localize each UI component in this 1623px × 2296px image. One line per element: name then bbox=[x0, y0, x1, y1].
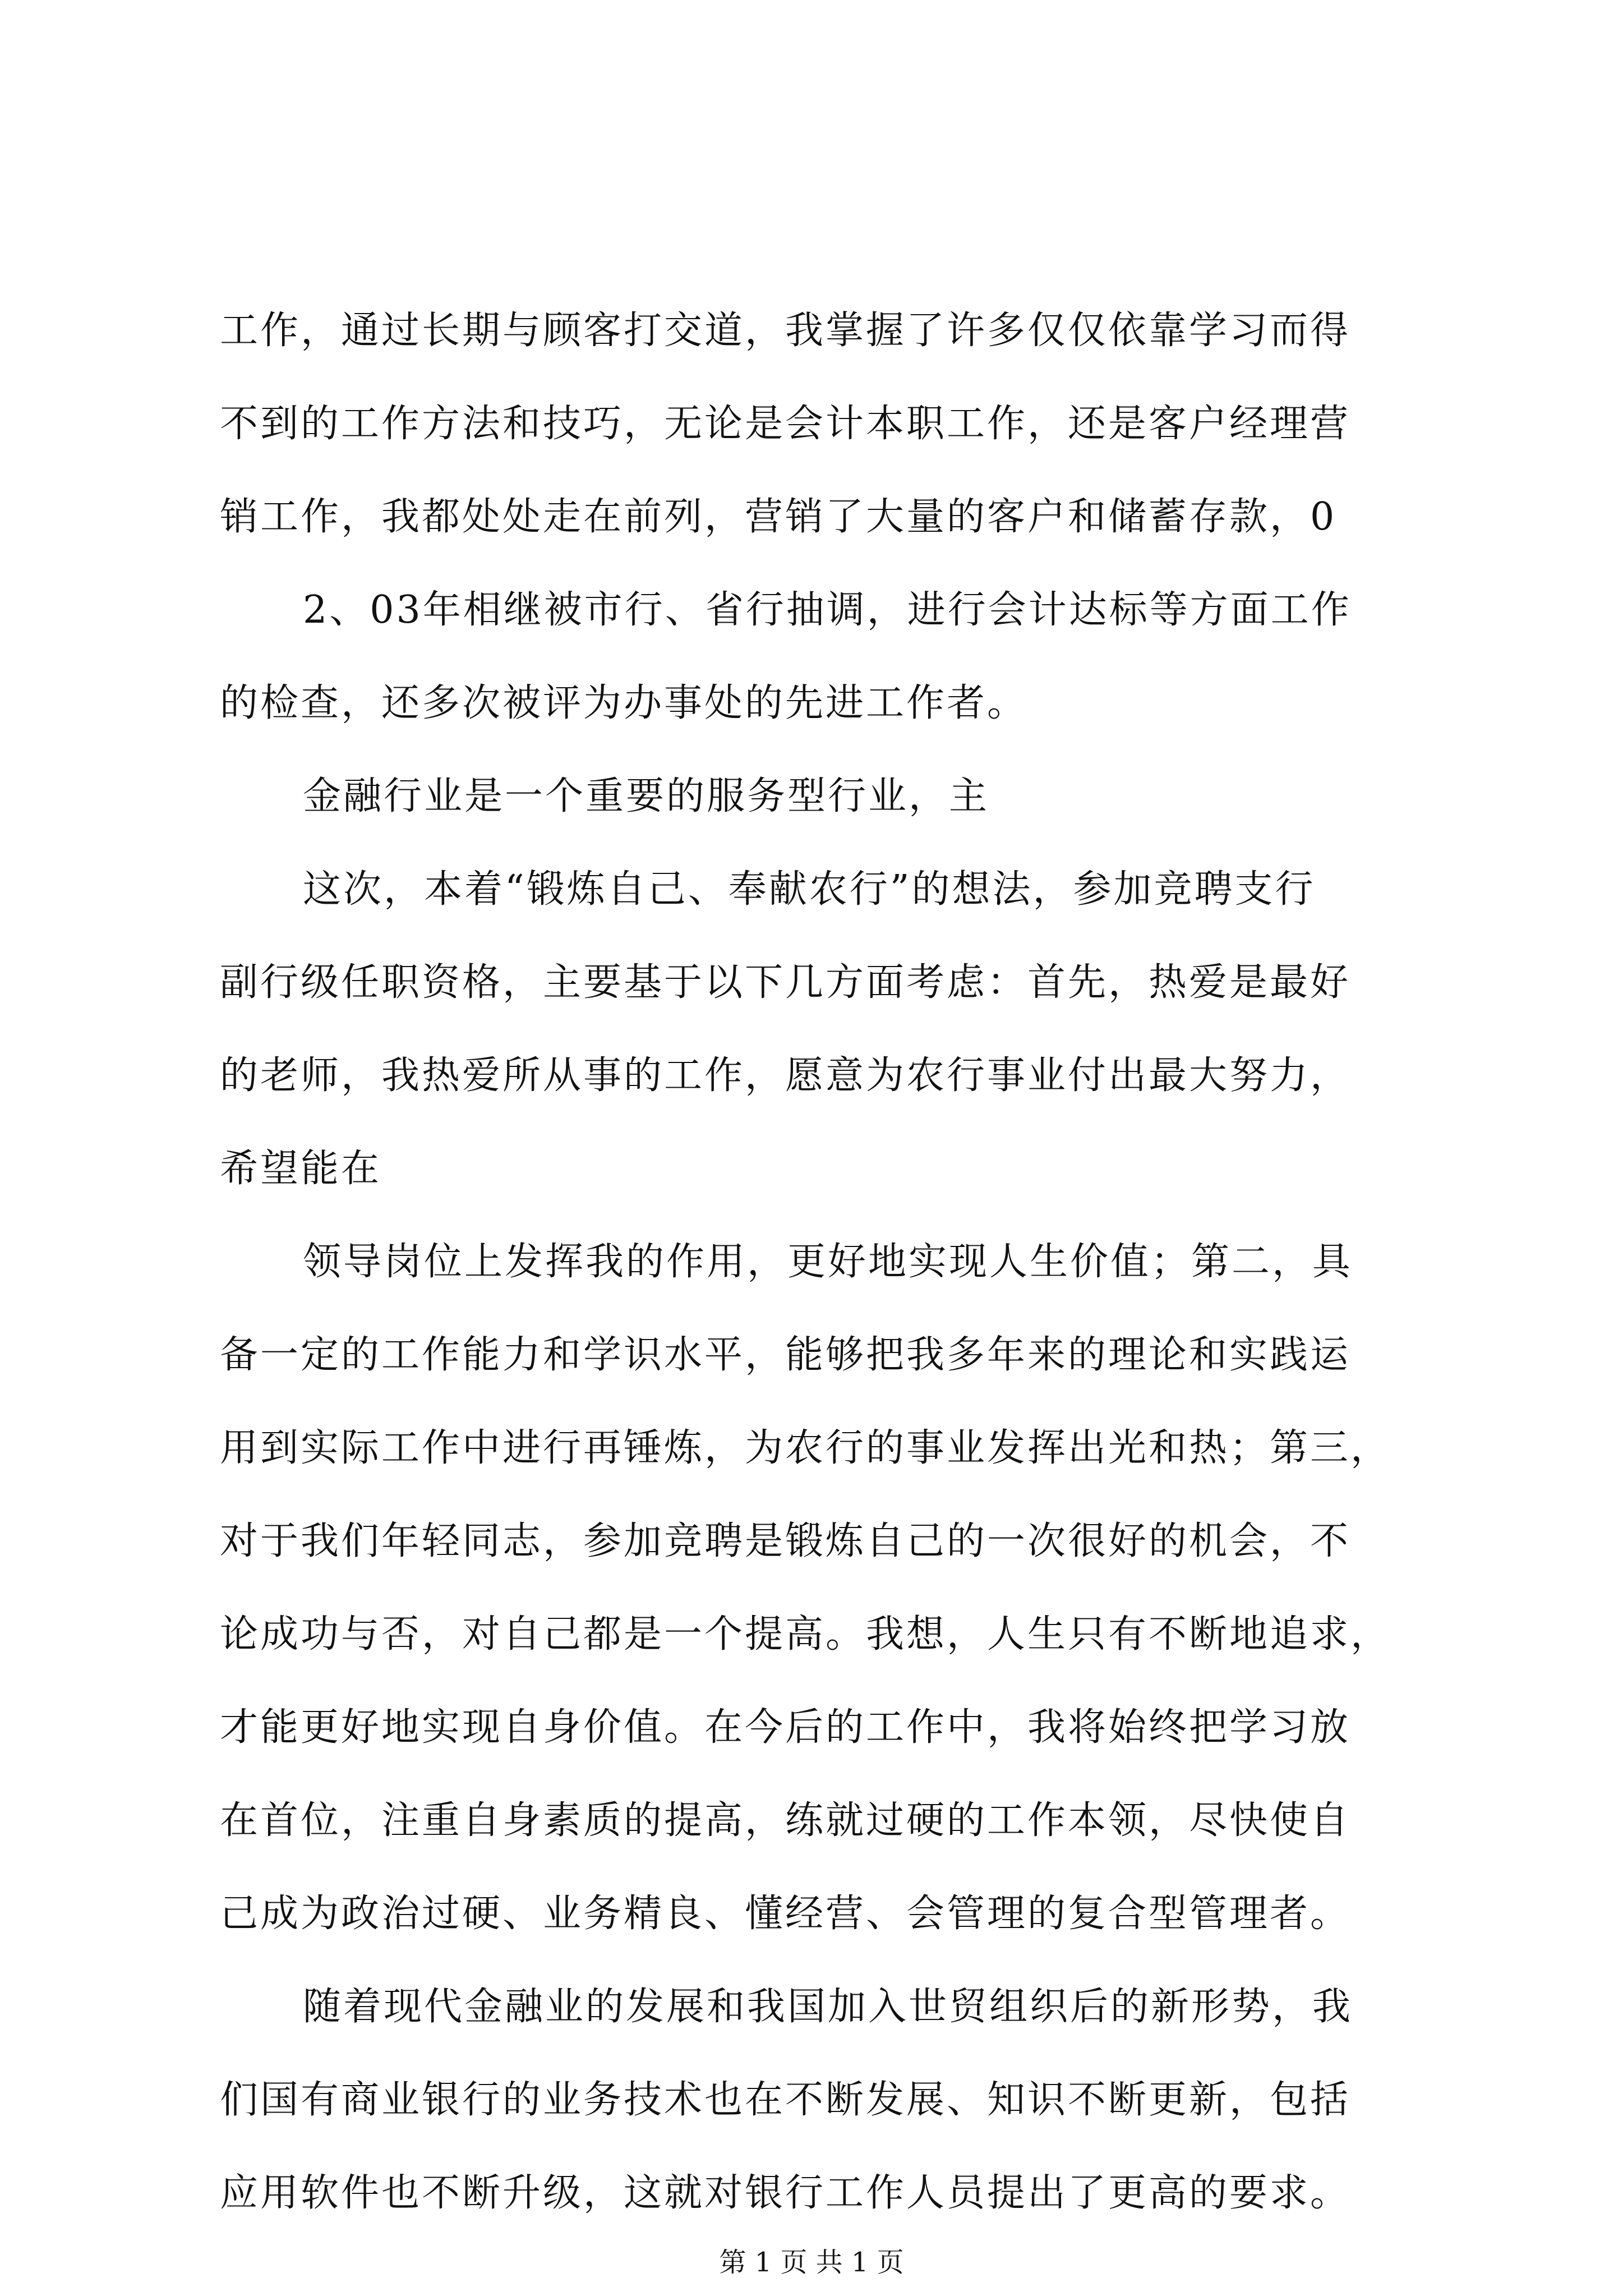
body-line: 随着现代金融业的发展和我国加入世贸组织后的新形势，我 bbox=[303, 1985, 1353, 2029]
body-line: 们国有商业银行的业务技术也在不断发展、知识不断更新，包括 bbox=[220, 2078, 1351, 2122]
body-line: 的检查，还多次被评为办事处的先进工作者。 bbox=[220, 681, 1028, 725]
body-line: 工作，通过长期与顾客打交道，我掌握了许多仅仅依靠学习而得 bbox=[220, 309, 1351, 353]
body-line: 这次，本着“锻炼自己、奉献农行”的想法，参加竞聘支行 bbox=[303, 867, 1316, 912]
body-line: 销工作，我都处处走在前列，营销了大量的客户和储蓄存款，0 bbox=[220, 495, 1337, 539]
body-line: 副行级任职资格，主要基于以下几方面考虑：首先，热爱是最好 bbox=[220, 960, 1351, 1005]
body-line: 2、03年相继被市行、省行抽调，进行会计达标等方面工作 bbox=[303, 588, 1352, 632]
body-line: 论成功与否，对自己都是一个提高。我想，人生只有不断地追求， bbox=[220, 1612, 1391, 1657]
body-line: 应用软件也不断升级，这就对银行工作人员提出了更高的要求。 bbox=[220, 2171, 1351, 2215]
body-line: 备一定的工作能力和学识水平，能够把我多年来的理论和实践运 bbox=[220, 1333, 1351, 1377]
body-line: 对于我们年轻同志，参加竞聘是锻炼自己的一次很好的机会，不 bbox=[220, 1519, 1351, 1563]
body-line: 用到实际工作中进行再锤炼，为农行的事业发挥出光和热；第三， bbox=[220, 1426, 1391, 1470]
body-line: 的老师，我热爱所从事的工作，愿意为农行事业付出最大努力， bbox=[220, 1053, 1351, 1098]
page-number-label: 第 1 页 共 1 页 bbox=[719, 2247, 904, 2278]
body-line: 不到的工作方法和技巧，无论是会计本职工作，还是客户经理营 bbox=[220, 402, 1351, 446]
body-line: 才能更好地实现自身价值。在今后的工作中，我将始终把学习放 bbox=[220, 1705, 1351, 1750]
body-line: 金融行业是一个重要的服务型行业，主 bbox=[303, 774, 990, 818]
body-line: 在首位，注重自身素质的提高，练就过硬的工作本领，尽快使自 bbox=[220, 1798, 1351, 1843]
body-line: 己成为政治过硬、业务精良、懂经营、会管理的复合型管理者。 bbox=[220, 1892, 1351, 1936]
body-line: 领导岗位上发挥我的作用，更好地实现人生价值；第二，具 bbox=[303, 1240, 1353, 1284]
page-footer bbox=[0, 2243, 1623, 2282]
body-line: 希望能在 bbox=[220, 1147, 382, 1191]
